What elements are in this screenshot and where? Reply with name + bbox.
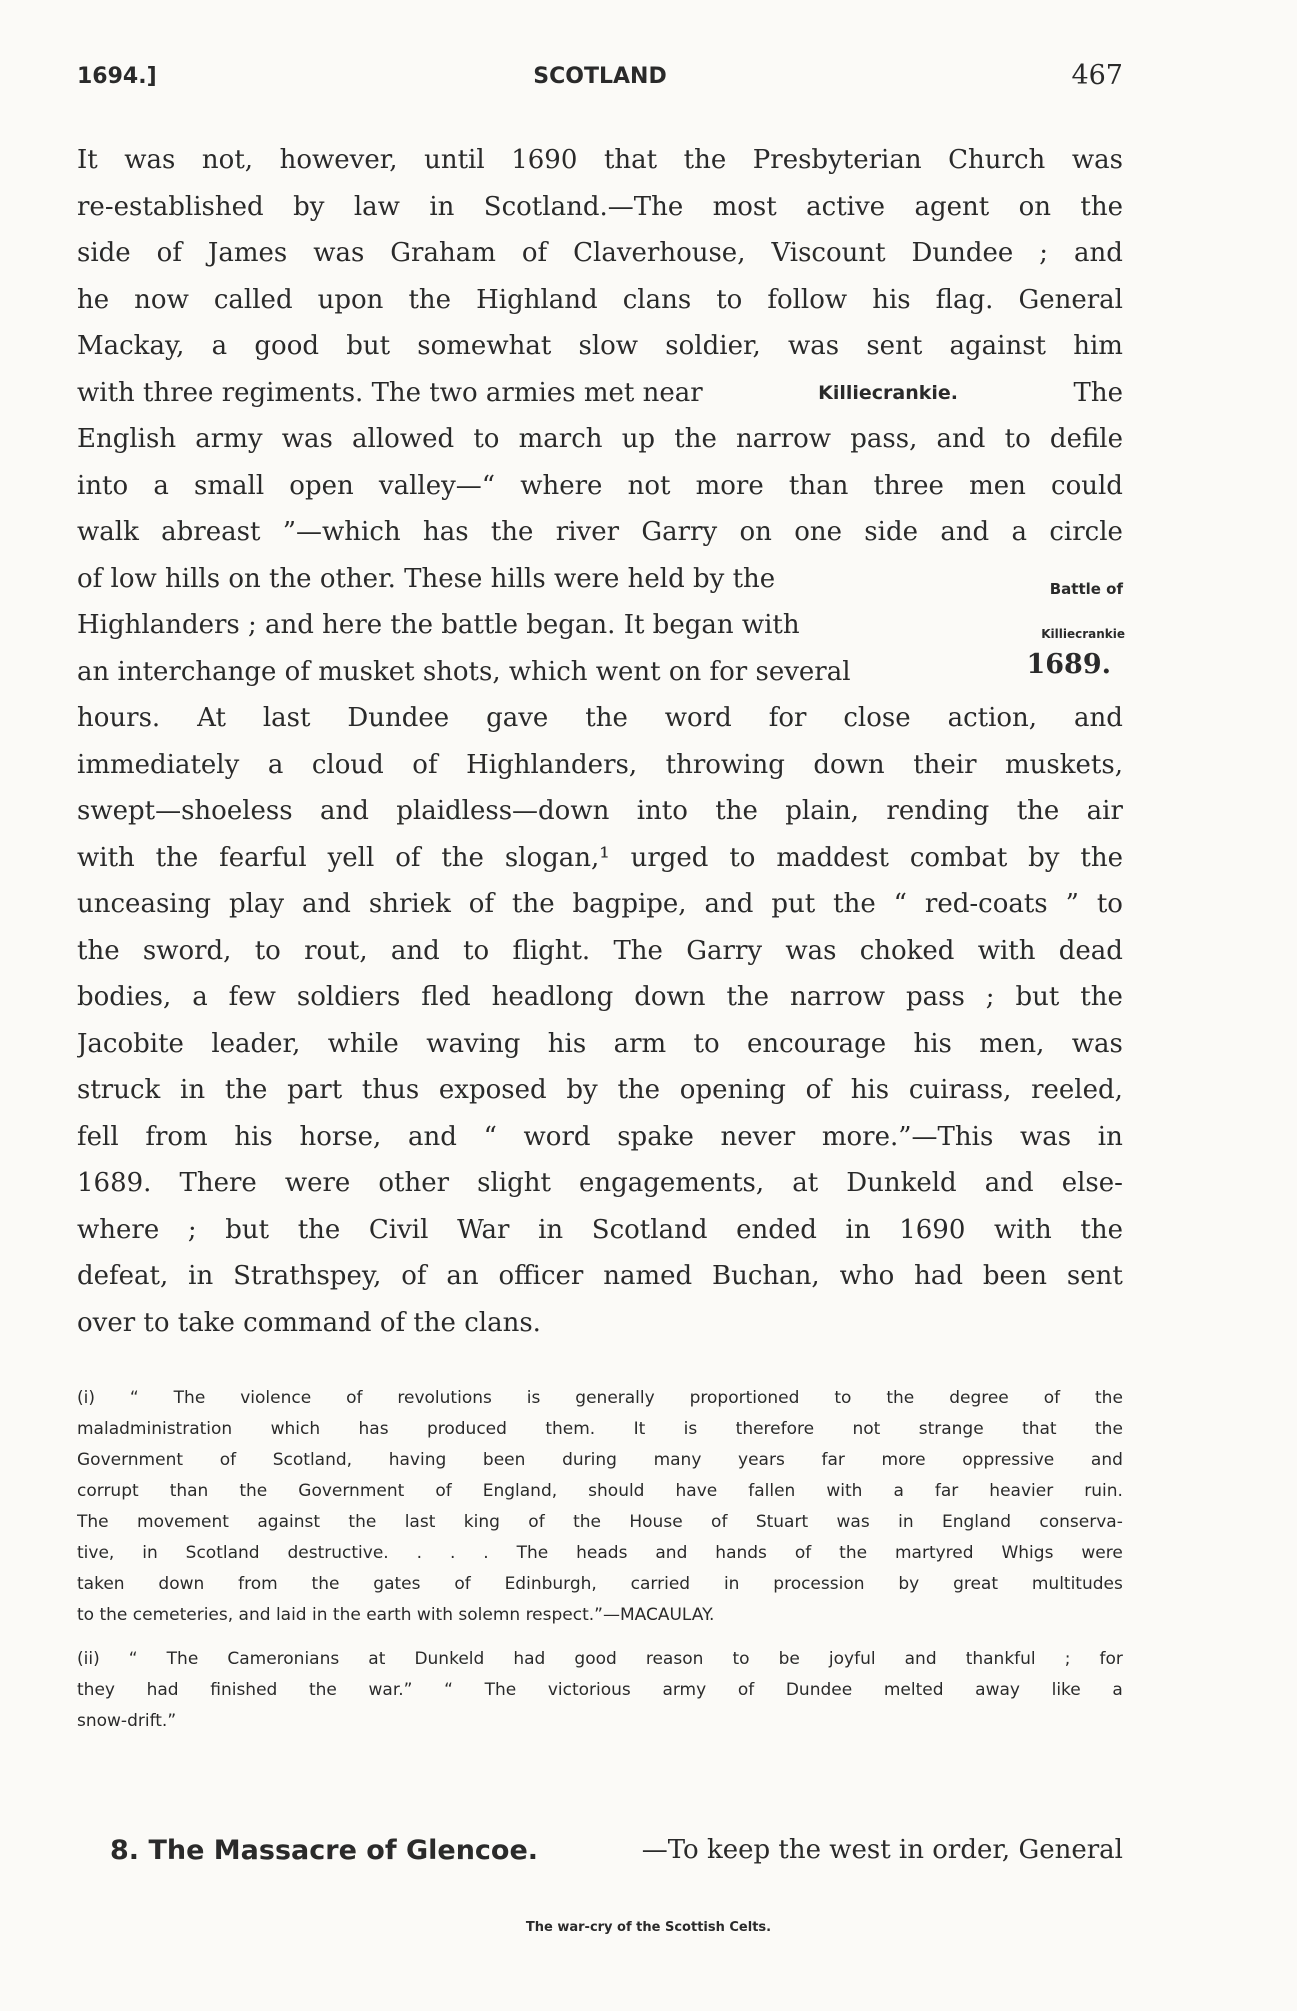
text-line: struck in the part thus exposed by the opening of his cuirass, reeled, <box>77 1075 1123 1105</box>
text-line: of low hills on the other. These hills were held by the <box>77 563 776 594</box>
text-line: he now called upon the Highland clans to follow his flag. General <box>77 284 1123 315</box>
text-line: It was not, however, until 1690 that the Presbyterian Church was <box>77 145 1123 175</box>
text-line: where ; but the Civil War in Scotland ended in 1690 with the <box>77 1214 1123 1245</box>
place-name: Killiecrankie. <box>818 381 959 404</box>
sidenote-place: Killiecrankie <box>1041 627 1125 641</box>
sidenote-battle: Battle of <box>1049 580 1123 598</box>
footnotes <box>77 1383 1123 1737</box>
sidenote-year: 1689. <box>1026 649 1111 680</box>
text-line: over to take command of the clans. <box>77 1307 541 1338</box>
text-line: 1689. There were other slight engagements, at Dunkeld and else- <box>77 1168 1123 1198</box>
text-line: an interchange of musket shots, which went on for several <box>77 656 851 687</box>
section-text: —To keep the west in order, General <box>641 1835 1123 1865</box>
text-line: Jacobite leader, while waving his arm to encourage his men, was <box>77 1028 1123 1059</box>
text-line: the sword, to rout, and to flight. The Garry was choked with dead <box>77 935 1123 966</box>
main-text <box>77 137 1123 1346</box>
text-line: immediately a cloud of Highlanders, throwing down their muskets, <box>77 749 1123 780</box>
footnote-line: Government of Scotland, having been during many years far more oppressive and <box>77 1450 1123 1470</box>
header-year: 1694.] <box>77 64 157 89</box>
footnote-line: The movement against the last king of the House of Stuart was in England conserva- <box>77 1512 1123 1532</box>
text-line: with three regiments. The two armies met near Killiecrankie. The <box>77 370 1123 417</box>
section-title: 8. The Massacre of Glencoe. <box>110 1835 539 1866</box>
text-line: hours. At last Dundee gave the word for close action, and <box>77 703 1123 733</box>
header-title: SCOTLAND <box>533 64 667 89</box>
text-line: swept—shoeless and plaidless—down into the plain, rending the air <box>77 796 1123 826</box>
text-line: with the fearful yell of the slogan,¹ urged to maddest combat by the <box>77 842 1123 873</box>
text-line: fell from his horse, and “ word spake never more.”—This was in <box>77 1121 1123 1152</box>
text-line: Highlanders ; and here the battle began. It began with <box>77 610 800 640</box>
footnote-line: tive, in Scotland destructive. . . . The heads and hands of the martyred Whigs were <box>77 1543 1123 1563</box>
footnote-line: to the cemeteries, and laid in the earth with solemn respect.”—MACAULAY. <box>77 1605 715 1625</box>
section-heading <box>110 1835 1123 1866</box>
footnote-line: (ii) “ The Cameronians at Dunkeld had good reason to be joyful and thankful ; for <box>77 1649 1123 1669</box>
footnote-line: taken down from the gates of Edinburgh, carried in procession by great multitudes <box>77 1574 1123 1594</box>
text-line: defeat, in Strathspey, of an officer named Buchan, who had been sent <box>77 1261 1123 1291</box>
text-line: side of James was Graham of Claverhouse, Viscount Dundee ; and <box>77 238 1123 268</box>
footnote-line: (i) “ The violence of revolutions is generally proportioned to the degree of the <box>77 1388 1123 1408</box>
text-line: Mackay, a good but somewhat slow soldier, was sent against him <box>77 331 1123 361</box>
footnote-line: maladministration which has produced them. It is therefore not strange that the <box>77 1419 1123 1439</box>
bottom-footnote: The war-cry of the Scottish Celts. <box>525 1920 772 1935</box>
page-number: 467 <box>1071 60 1123 91</box>
footnote-line: they had finished the war.” “ The victorious army of Dundee melted away like a <box>77 1680 1123 1700</box>
text-line: walk abreast ”—which has the river Garry on one side and a circle <box>77 517 1123 547</box>
text-line: into a small open valley—“ where not more than three men could <box>77 470 1123 501</box>
text-line: bodies, a few soldiers fled headlong down the narrow pass ; but the <box>77 982 1123 1012</box>
text-line: English army was allowed to march up the narrow pass, and to defile <box>77 424 1123 454</box>
text-line: re-established by law in Scotland.—The most active agent on the <box>77 191 1123 222</box>
footnote-line: snow-drift.” <box>77 1711 177 1731</box>
text-line: unceasing play and shriek of the bagpipe, and put the “ red-coats ” to <box>77 889 1123 919</box>
running-header <box>77 60 1123 100</box>
footnote-line: corrupt than the Government of England, should have fallen with a far heavier ruin. <box>77 1481 1123 1501</box>
